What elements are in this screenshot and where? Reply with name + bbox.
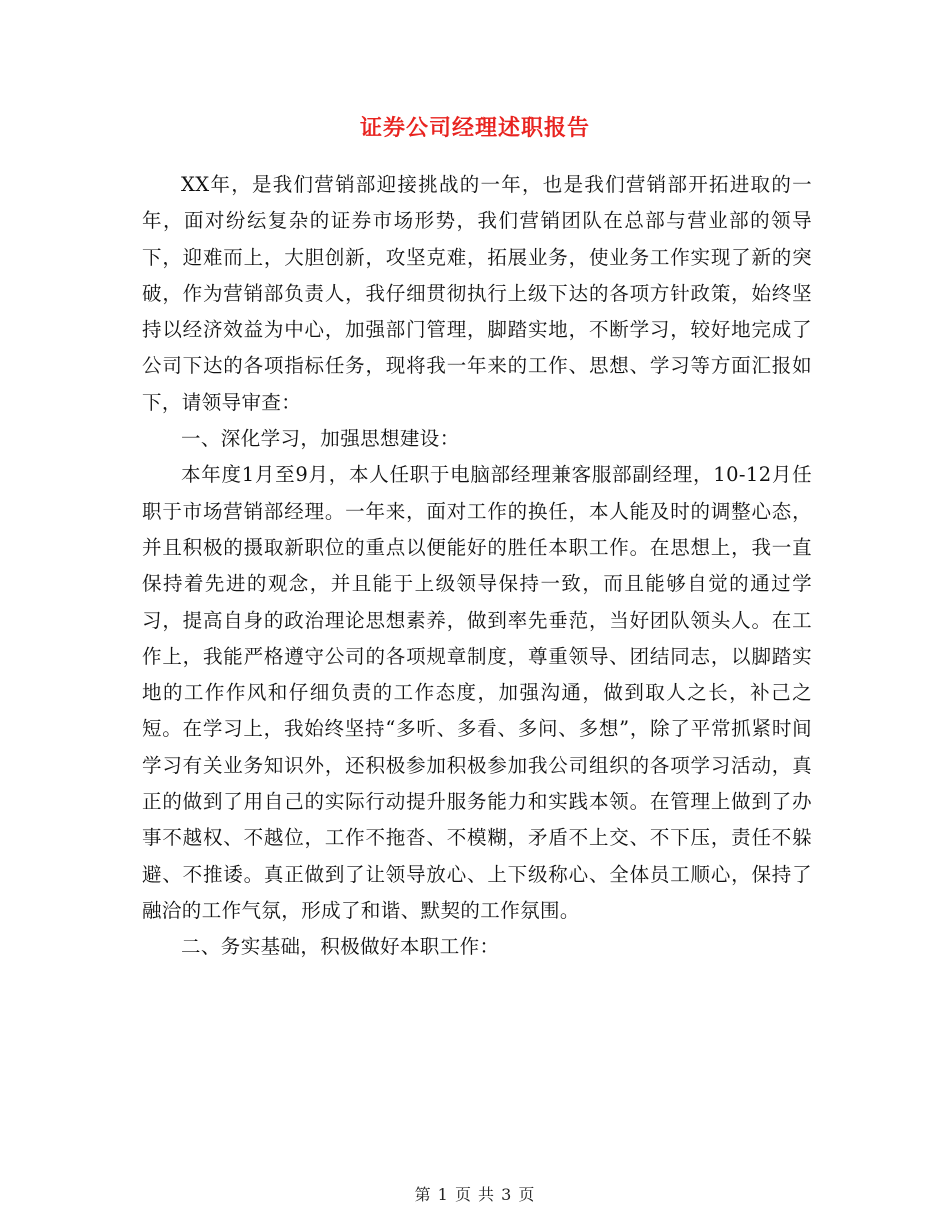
page-number-footer: 第 1 页 共 3 页 <box>414 1185 536 1204</box>
paragraph-intro: XX年，是我们营销部迎接挑战的一年，也是我们营销部开拓进取的一年，面对纷纭复杂的证券市场形势，我们营销团队在总部与营业部的领导下，迎难而上，大胆创新，攻坚克难，拓展业务，使业务工作实现了新的突破，作为营销部负责人，我仔细贯彻执行上级下达的各项方针政策，始终坚持以经济效益为中心，加强部门管理，脚踏实地，不断学习，较好地完成了公司下达的各项指标任务，现将我一年来的工作、思想、学习等方面汇报如下，请领导审查： <box>142 173 812 414</box>
document-title: 证券公司经理述职报告 <box>359 116 590 141</box>
paragraph-section-1: 本年度1月至9月，本人任职于电脑部经理兼客服部副经理，10-12月任职于市场营销部经理。一年来，面对工作的换任，本人能及时的调整心态，并且积极的摄取新职位的重点以便能好的胜任本职工作。在思想上，我一直保持着先进的观念，并且能于上级领导保持一致，而且能够自觉的通过学习，提高自身的政治理论思想素养，做到率先垂范，当好团队领头人。在工作上，我能严格遵守公司的各项规章制度，尊重领导、团结同志，以脚踏实地的工作作风和仔细负责的工作态度，加强沟通，做到取人之长，补己之短。在学习上，我始终坚持“多听、多看、多问、多想”，除了平常抓紧时间学习有关业务知识外，还积极参加积极参加我公司组织的各项学习活动，真正的做到了用自己的实际行动提升服务能力和实践本领。在管理上做到了办事不越权、不越位，工作不拖沓、不模糊，矛盾不上交、不下压，责任不躲避、不推诿。真正做到了让领导放心、上下级称心、全体员工顺心，保持了融洽的工作气氛，形成了和谐、默契的工作氛围。 <box>142 463 812 922</box>
section-heading-1: 一、深化学习，加强思想建设： <box>181 427 460 451</box>
document-body <box>142 167 812 966</box>
section-heading-2: 二、务实基础，积极做好本职工作： <box>181 935 500 959</box>
